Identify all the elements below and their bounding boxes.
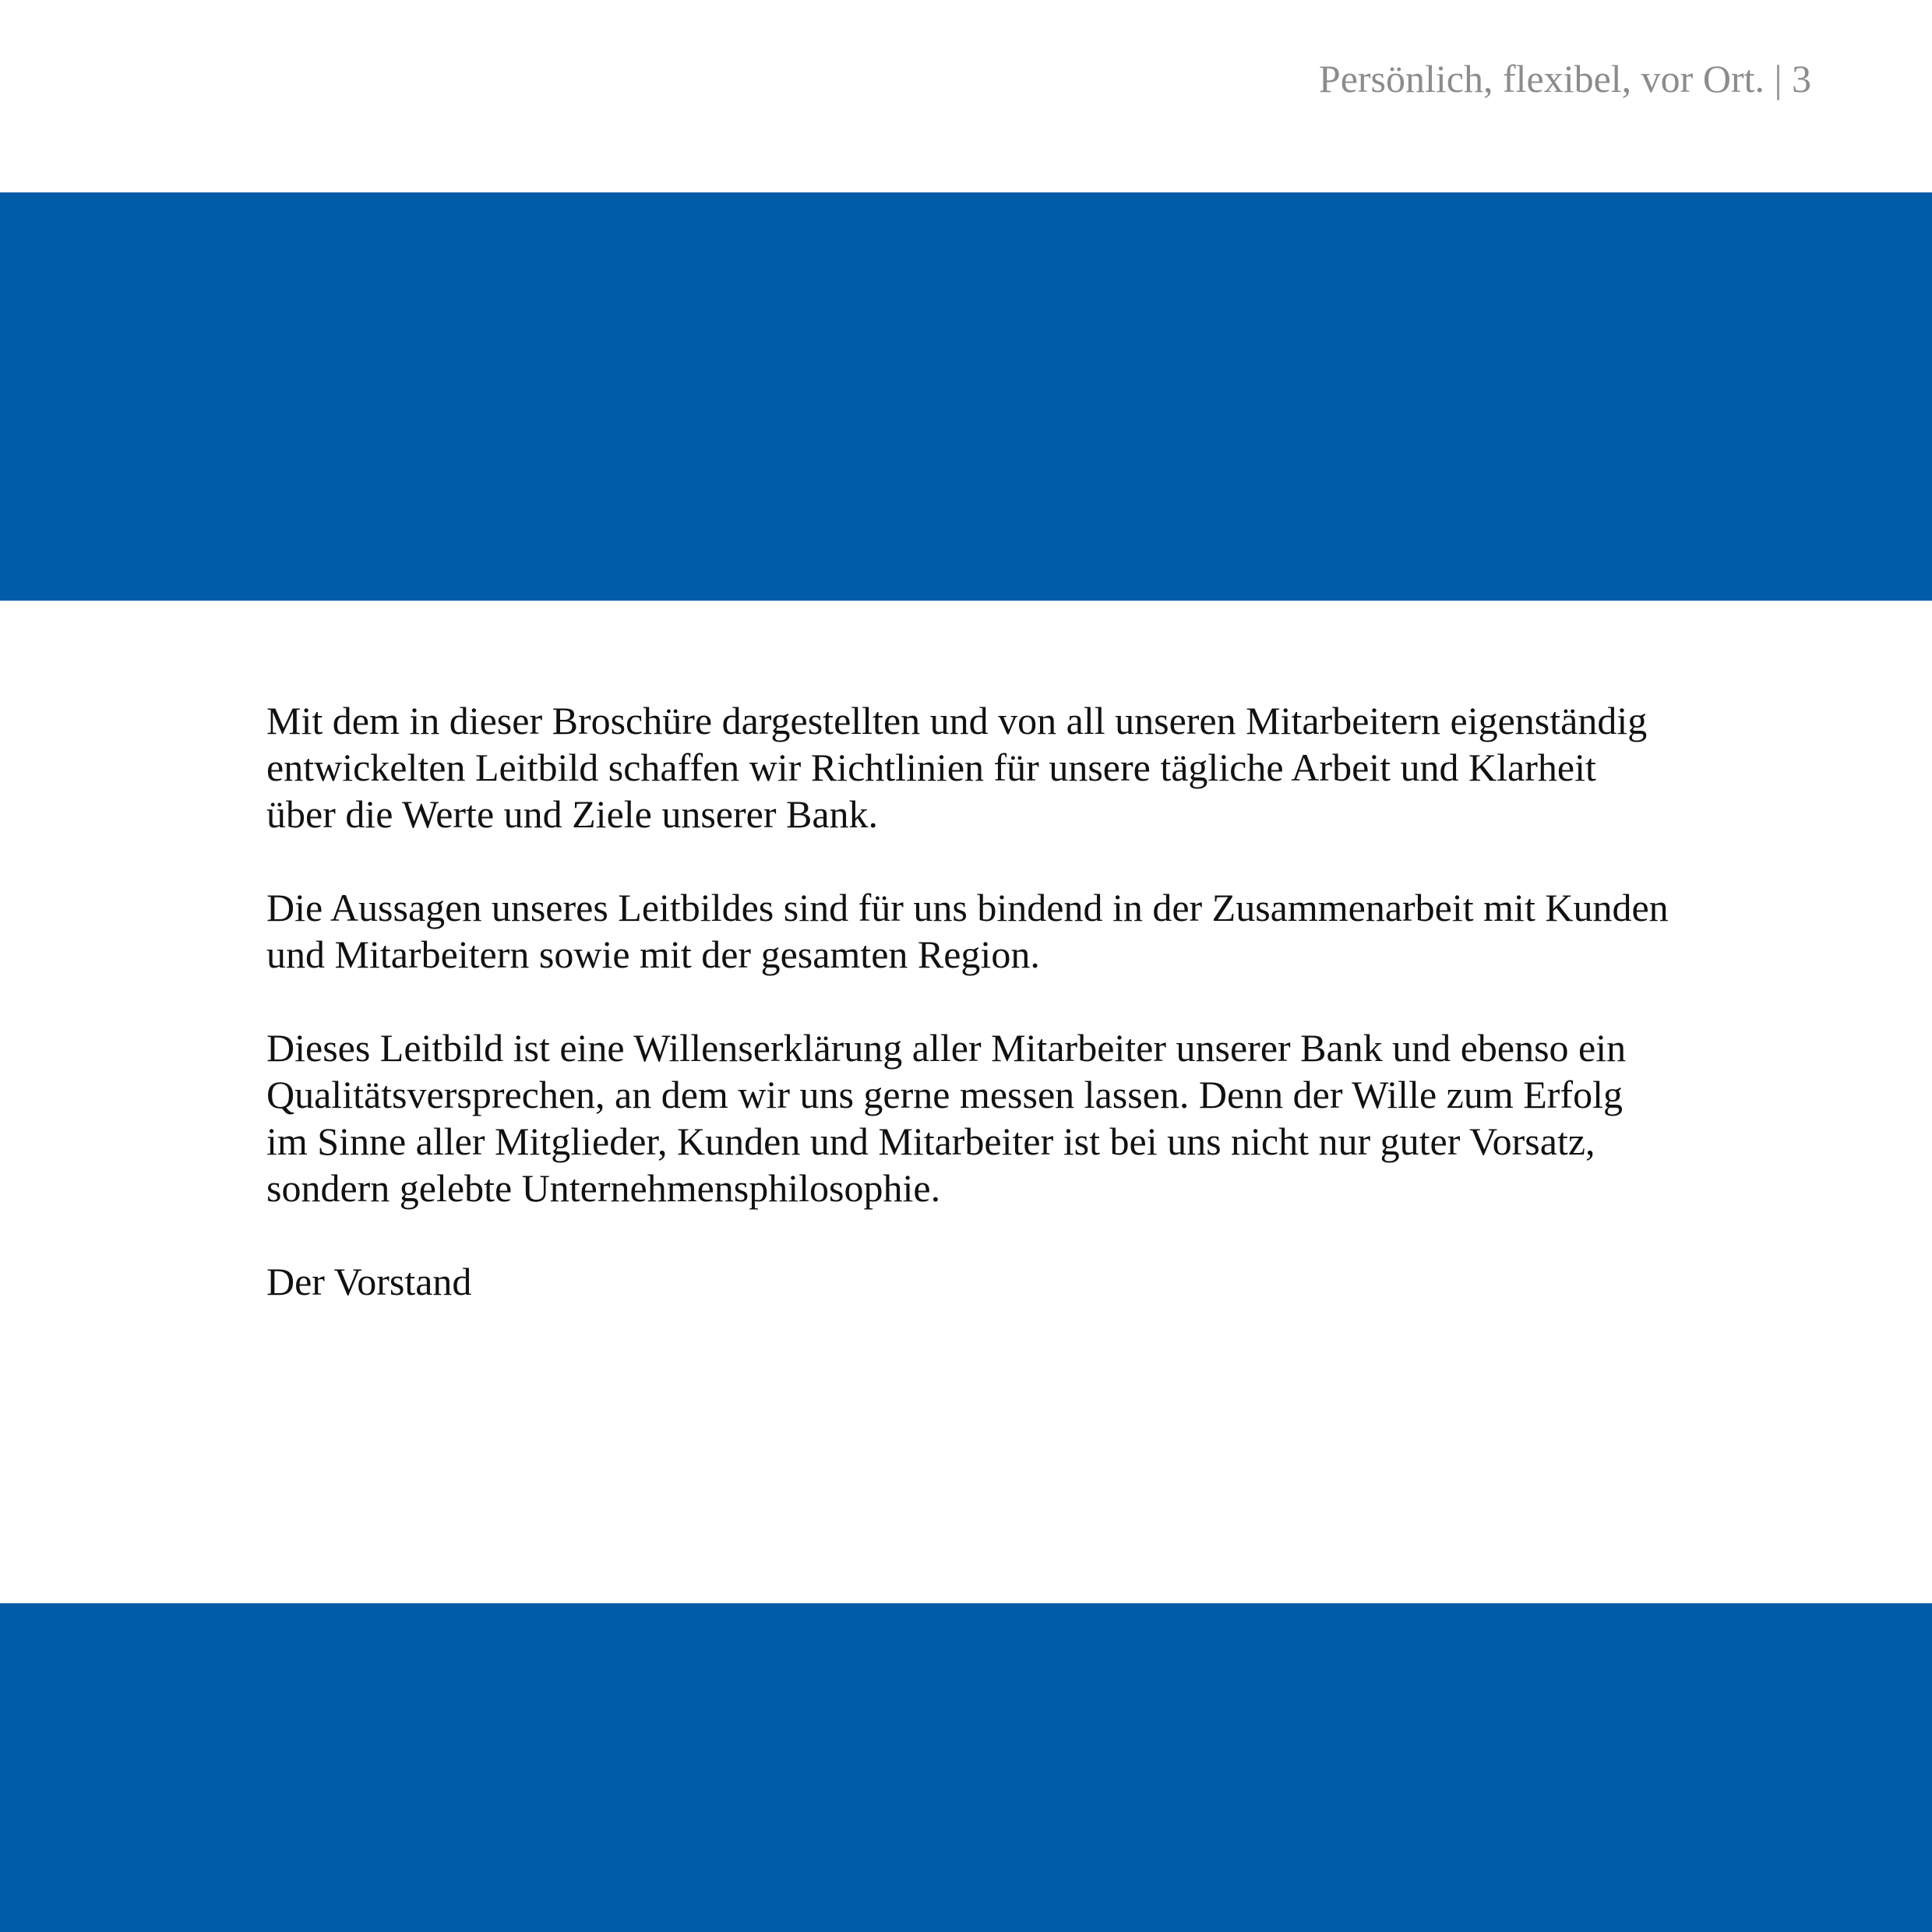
paragraph-1 xyxy=(266,697,1731,837)
text-line: Die Aussagen unseres Leitbildes sind für uns bindend in der Zusammenarbeit mit Kunden xyxy=(266,886,1669,929)
text-line: Mit dem in dieser Broschüre dargestellten und von all unseren Mitarbeitern eigenständig xyxy=(266,699,1648,742)
text-line: im Sinne aller Mitglieder, Kunden und Mitarbeiter ist bei uns nicht nur guter Vorsatz, xyxy=(266,1119,1595,1163)
bottom-blue-band xyxy=(0,1603,1932,1932)
text-line: Dieses Leitbild ist eine Willenserklärung aller Mitarbeiter unserer Bank und ebenso ein xyxy=(266,1026,1627,1070)
text-line: sondern gelebte Unternehmensphilosophie. xyxy=(266,1166,941,1210)
text-line: und Mitarbeitern sowie mit der gesamten Region. xyxy=(266,933,1040,976)
signature: Der Vorstand xyxy=(266,1260,472,1303)
top-blue-band xyxy=(0,192,1932,601)
text-line: Qualitätsversprechen, an dem wir uns gerne messen lassen. Denn der Wille zum Erfolg xyxy=(266,1073,1623,1116)
paragraph-2 xyxy=(266,884,1731,978)
text-line: entwickelten Leitbild schaffen wir Richtlinien für unsere tägliche Arbeit und Klarheit xyxy=(266,746,1596,789)
paragraph-3 xyxy=(266,1024,1731,1211)
running-header: Persönlich, flexibel, vor Ort. | 3 xyxy=(1318,57,1811,100)
body-text xyxy=(266,697,1731,1305)
text-line: über die Werte und Ziele unserer Bank. xyxy=(266,792,879,836)
